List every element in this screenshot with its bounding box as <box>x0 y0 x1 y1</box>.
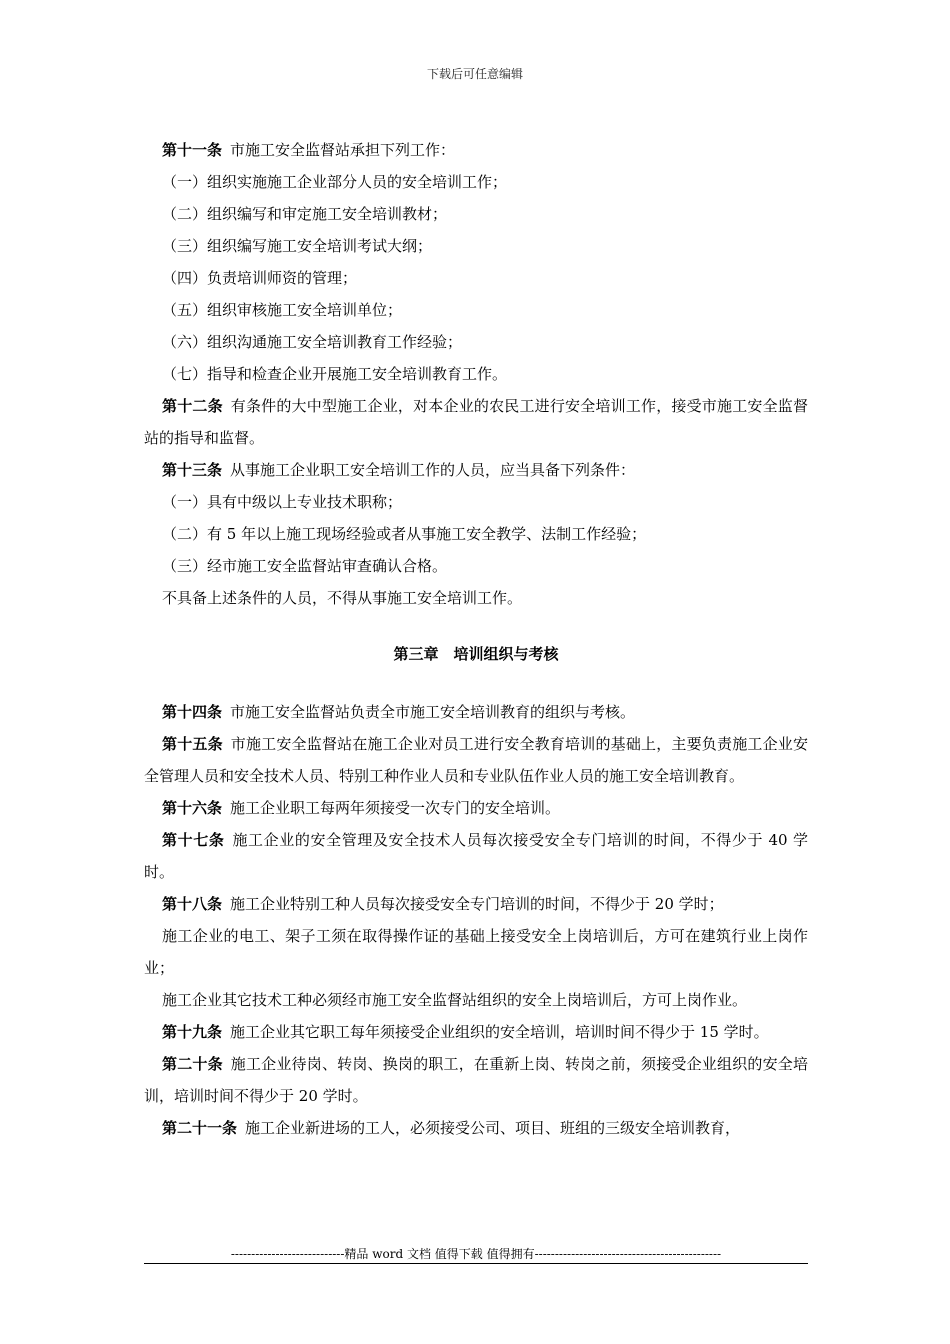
article-15 <box>144 728 808 792</box>
article-text: 市施工安全监督站在施工企业对员工进行安全教育培训的基础上，主要负责施工企业安全管理人员和安全技术人员、特别工种作业人员和专业队伍作业人员的施工安全培训教育。 <box>144 735 808 785</box>
article-18 <box>144 888 808 920</box>
article-label: 第十七条 <box>162 831 225 849</box>
article-14 <box>144 696 808 728</box>
article-13 <box>144 454 808 486</box>
page-header: 下载后可任意编辑 <box>426 67 523 81</box>
article-label: 第十八条 <box>162 895 223 913</box>
list-item: （一）具有中级以上专业技术职称； <box>162 493 403 511</box>
article-label: 第十二条 <box>162 397 223 415</box>
spacer <box>144 670 808 696</box>
list-item: （七）指导和检查企业开展施工安全培训教育工作。 <box>162 365 508 383</box>
paragraph: 施工企业其它技术工种必须经市施工安全监督站组织的安全上岗培训后，方可上岗作业。 <box>162 991 748 1009</box>
article-11 <box>144 134 808 166</box>
article-text: 施工企业新进场的工人，必须接受公司、项目、班组的三级安全培训教育， <box>245 1119 741 1137</box>
article-text: 施工企业其它职工每年须接受企业组织的安全培训，培训时间不得少于 15 学时。 <box>230 1023 769 1041</box>
article-17 <box>144 824 808 888</box>
article-text: 施工企业待岗、转岗、换岗的职工，在重新上岗、转岗之前，须接受企业组织的安全培训，培训时间不得少于 20 学时。 <box>144 1055 808 1105</box>
list-item: （一）组织实施施工企业部分人员的安全培训工作； <box>162 173 508 191</box>
article-label: 第十六条 <box>162 799 223 817</box>
article-text: 市施工安全监督站承担下列工作： <box>230 141 456 159</box>
article-text: 施工企业的安全管理及安全技术人员每次接受安全专门培训的时间，不得少于 40 学时。 <box>144 831 808 881</box>
article-19 <box>144 1016 808 1048</box>
article-text: 有条件的大中型施工企业，对本企业的农民工进行安全培训工作，接受市施工安全监督站的指导和监督。 <box>144 397 808 447</box>
article-text: 从事施工企业职工安全培训工作的人员，应当具备下列条件： <box>230 461 636 479</box>
article-label: 第十三条 <box>162 461 223 479</box>
article-label: 第十九条 <box>162 1023 223 1041</box>
article-text: 施工企业特别工种人员每次接受安全专门培训的时间，不得少于 20 学时； <box>230 895 724 913</box>
article-20 <box>144 1048 808 1112</box>
list-item: （二）组织编写和审定施工安全培训教材； <box>162 205 448 223</box>
chapter-heading: 第三章 培训组织与考核 <box>393 645 559 663</box>
list-item: （四）负责培训师资的管理； <box>162 269 358 287</box>
article-label: 第十四条 <box>162 703 223 721</box>
article-label: 第二十一条 <box>162 1119 238 1137</box>
article-label: 第十一条 <box>162 141 223 159</box>
list-item: （二）有 5 年以上施工现场经验或者从事施工安全教学、法制工作经验； <box>162 525 647 543</box>
article-21 <box>144 1112 808 1144</box>
article-label: 第二十条 <box>162 1055 223 1073</box>
footer-divider <box>144 1263 808 1264</box>
document-body <box>144 134 808 1144</box>
list-item: （三）组织编写施工安全培训考试大纲； <box>162 237 433 255</box>
article-text: 施工企业职工每两年须接受一次专门的安全培训。 <box>230 799 561 817</box>
article-12 <box>144 390 808 454</box>
list-item: （六）组织沟通施工安全培训教育工作经验； <box>162 333 463 351</box>
article-label: 第十五条 <box>162 735 223 753</box>
page-footer: ----------------------------精品 word 文档 值得下载 值得拥有---------------------------------------------- <box>230 1247 722 1261</box>
article-text: 市施工安全监督站负责全市施工安全培训教育的组织与考核。 <box>230 703 636 721</box>
article-16 <box>144 792 808 824</box>
list-item: （五）组织审核施工安全培训单位； <box>162 301 403 319</box>
paragraph: 不具备上述条件的人员，不得从事施工安全培训工作。 <box>162 589 523 607</box>
paragraph: 施工企业的电工、架子工须在取得操作证的基础上接受安全上岗培训后，方可在建筑行业上岗作业； <box>144 927 808 977</box>
list-item: （三）经市施工安全监督站审查确认合格。 <box>162 557 448 575</box>
spacer <box>144 614 808 638</box>
